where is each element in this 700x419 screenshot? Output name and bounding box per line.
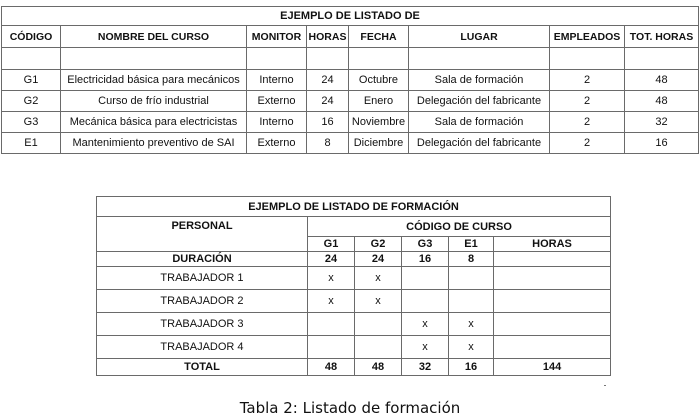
worker-row <box>97 336 611 359</box>
course-list-table <box>1 6 699 154</box>
cell: 48 <box>625 91 699 112</box>
header-empleados: EMPLEADOS <box>550 26 625 48</box>
cell: Mantenimiento preventivo de SAI <box>61 133 247 154</box>
cell: Sala de formación <box>409 70 550 91</box>
cell: 24 <box>307 70 349 91</box>
worker-row <box>97 313 611 336</box>
blank-row <box>2 48 699 70</box>
cell: Mecánica básica para electricistas <box>61 112 247 133</box>
cell: Externo <box>247 133 307 154</box>
cell: G1 <box>2 70 61 91</box>
table-row <box>2 91 699 112</box>
cell: 32 <box>402 359 449 376</box>
cell: 2 <box>550 133 625 154</box>
mark-cell <box>402 290 449 313</box>
cell: 16 <box>307 112 349 133</box>
cell: Interno <box>247 112 307 133</box>
course-list-title: EJEMPLO DE LISTADO DE <box>2 7 699 26</box>
total-label: TOTAL <box>97 359 308 376</box>
table-row <box>2 70 699 91</box>
cell: 16 <box>449 359 494 376</box>
mark-cell: x <box>355 290 402 313</box>
mark-cell: x <box>402 313 449 336</box>
cell: Externo <box>247 91 307 112</box>
total-row <box>97 359 611 376</box>
header-tot-horas: TOT. HORAS <box>625 26 699 48</box>
worker-name: TRABAJADOR 4 <box>97 336 308 359</box>
header-horas: HORAS <box>307 26 349 48</box>
stray-mark <box>604 385 606 386</box>
cell: 32 <box>625 112 699 133</box>
mark-cell <box>308 336 355 359</box>
cell: 8 <box>307 133 349 154</box>
header-fecha: FECHA <box>349 26 409 48</box>
mark-cell <box>355 336 402 359</box>
cell: 48 <box>625 70 699 91</box>
cell: Delegación del fabricante <box>409 91 550 112</box>
mark-cell <box>308 313 355 336</box>
worker-row <box>97 290 611 313</box>
header-hours: HORAS <box>494 237 611 252</box>
mark-cell <box>402 267 449 290</box>
header-monitor: MONITOR <box>247 26 307 48</box>
mark-cell <box>449 267 494 290</box>
cell: Diciembre <box>349 133 409 154</box>
cell: 48 <box>308 359 355 376</box>
mark-cell: x <box>308 267 355 290</box>
cell: Interno <box>247 70 307 91</box>
cell: 8 <box>449 252 494 267</box>
total-hours: 144 <box>494 359 611 376</box>
cell <box>494 313 611 336</box>
table-row <box>2 133 699 154</box>
header-course-g3: G3 <box>402 237 449 252</box>
cell: Curso de frío industrial <box>61 91 247 112</box>
header-lugar: LUGAR <box>409 26 550 48</box>
cell: 16 <box>402 252 449 267</box>
duration-label: DURACIÓN <box>97 252 308 267</box>
cell <box>494 267 611 290</box>
cell: 24 <box>307 91 349 112</box>
cell: Enero <box>349 91 409 112</box>
worker-name: TRABAJADOR 1 <box>97 267 308 290</box>
cell: Delegación del fabricante <box>409 133 550 154</box>
mark-cell: x <box>308 290 355 313</box>
worker-row <box>97 267 611 290</box>
mark-cell: x <box>402 336 449 359</box>
caption: Tabla 2: Listado de formación <box>239 399 461 417</box>
header-course-g1: G1 <box>308 237 355 252</box>
mark-cell: x <box>449 313 494 336</box>
mark-cell <box>449 290 494 313</box>
header-personal: PERSONAL <box>97 217 308 252</box>
worker-name: TRABAJADOR 3 <box>97 313 308 336</box>
mark-cell: x <box>355 267 402 290</box>
duration-row <box>97 252 611 267</box>
header-course-code: CÓDIGO DE CURSO <box>308 217 611 237</box>
cell: Octubre <box>349 70 409 91</box>
header-course-e1: E1 <box>449 237 494 252</box>
cell: 48 <box>355 359 402 376</box>
cell <box>494 290 611 313</box>
cell: Noviembre <box>349 112 409 133</box>
cell: G2 <box>2 91 61 112</box>
cell: G3 <box>2 112 61 133</box>
cell: Electricidad básica para mecánicos <box>61 70 247 91</box>
header-nombre: NOMBRE DEL CURSO <box>61 26 247 48</box>
training-list-title: EJEMPLO DE LISTADO DE FORMACIÓN <box>97 197 611 217</box>
cell: 2 <box>550 91 625 112</box>
table-row <box>2 112 699 133</box>
cell: E1 <box>2 133 61 154</box>
header-codigo: CÓDIGO <box>2 26 61 48</box>
cell <box>494 252 611 267</box>
cell: 16 <box>625 133 699 154</box>
cell: 2 <box>550 112 625 133</box>
mark-cell <box>355 313 402 336</box>
cell: 24 <box>355 252 402 267</box>
mark-cell: x <box>449 336 494 359</box>
cell: 24 <box>308 252 355 267</box>
header-course-g2: G2 <box>355 237 402 252</box>
cell <box>494 336 611 359</box>
training-list-table <box>96 196 611 376</box>
worker-name: TRABAJADOR 2 <box>97 290 308 313</box>
cell: Sala de formación <box>409 112 550 133</box>
cell: 2 <box>550 70 625 91</box>
